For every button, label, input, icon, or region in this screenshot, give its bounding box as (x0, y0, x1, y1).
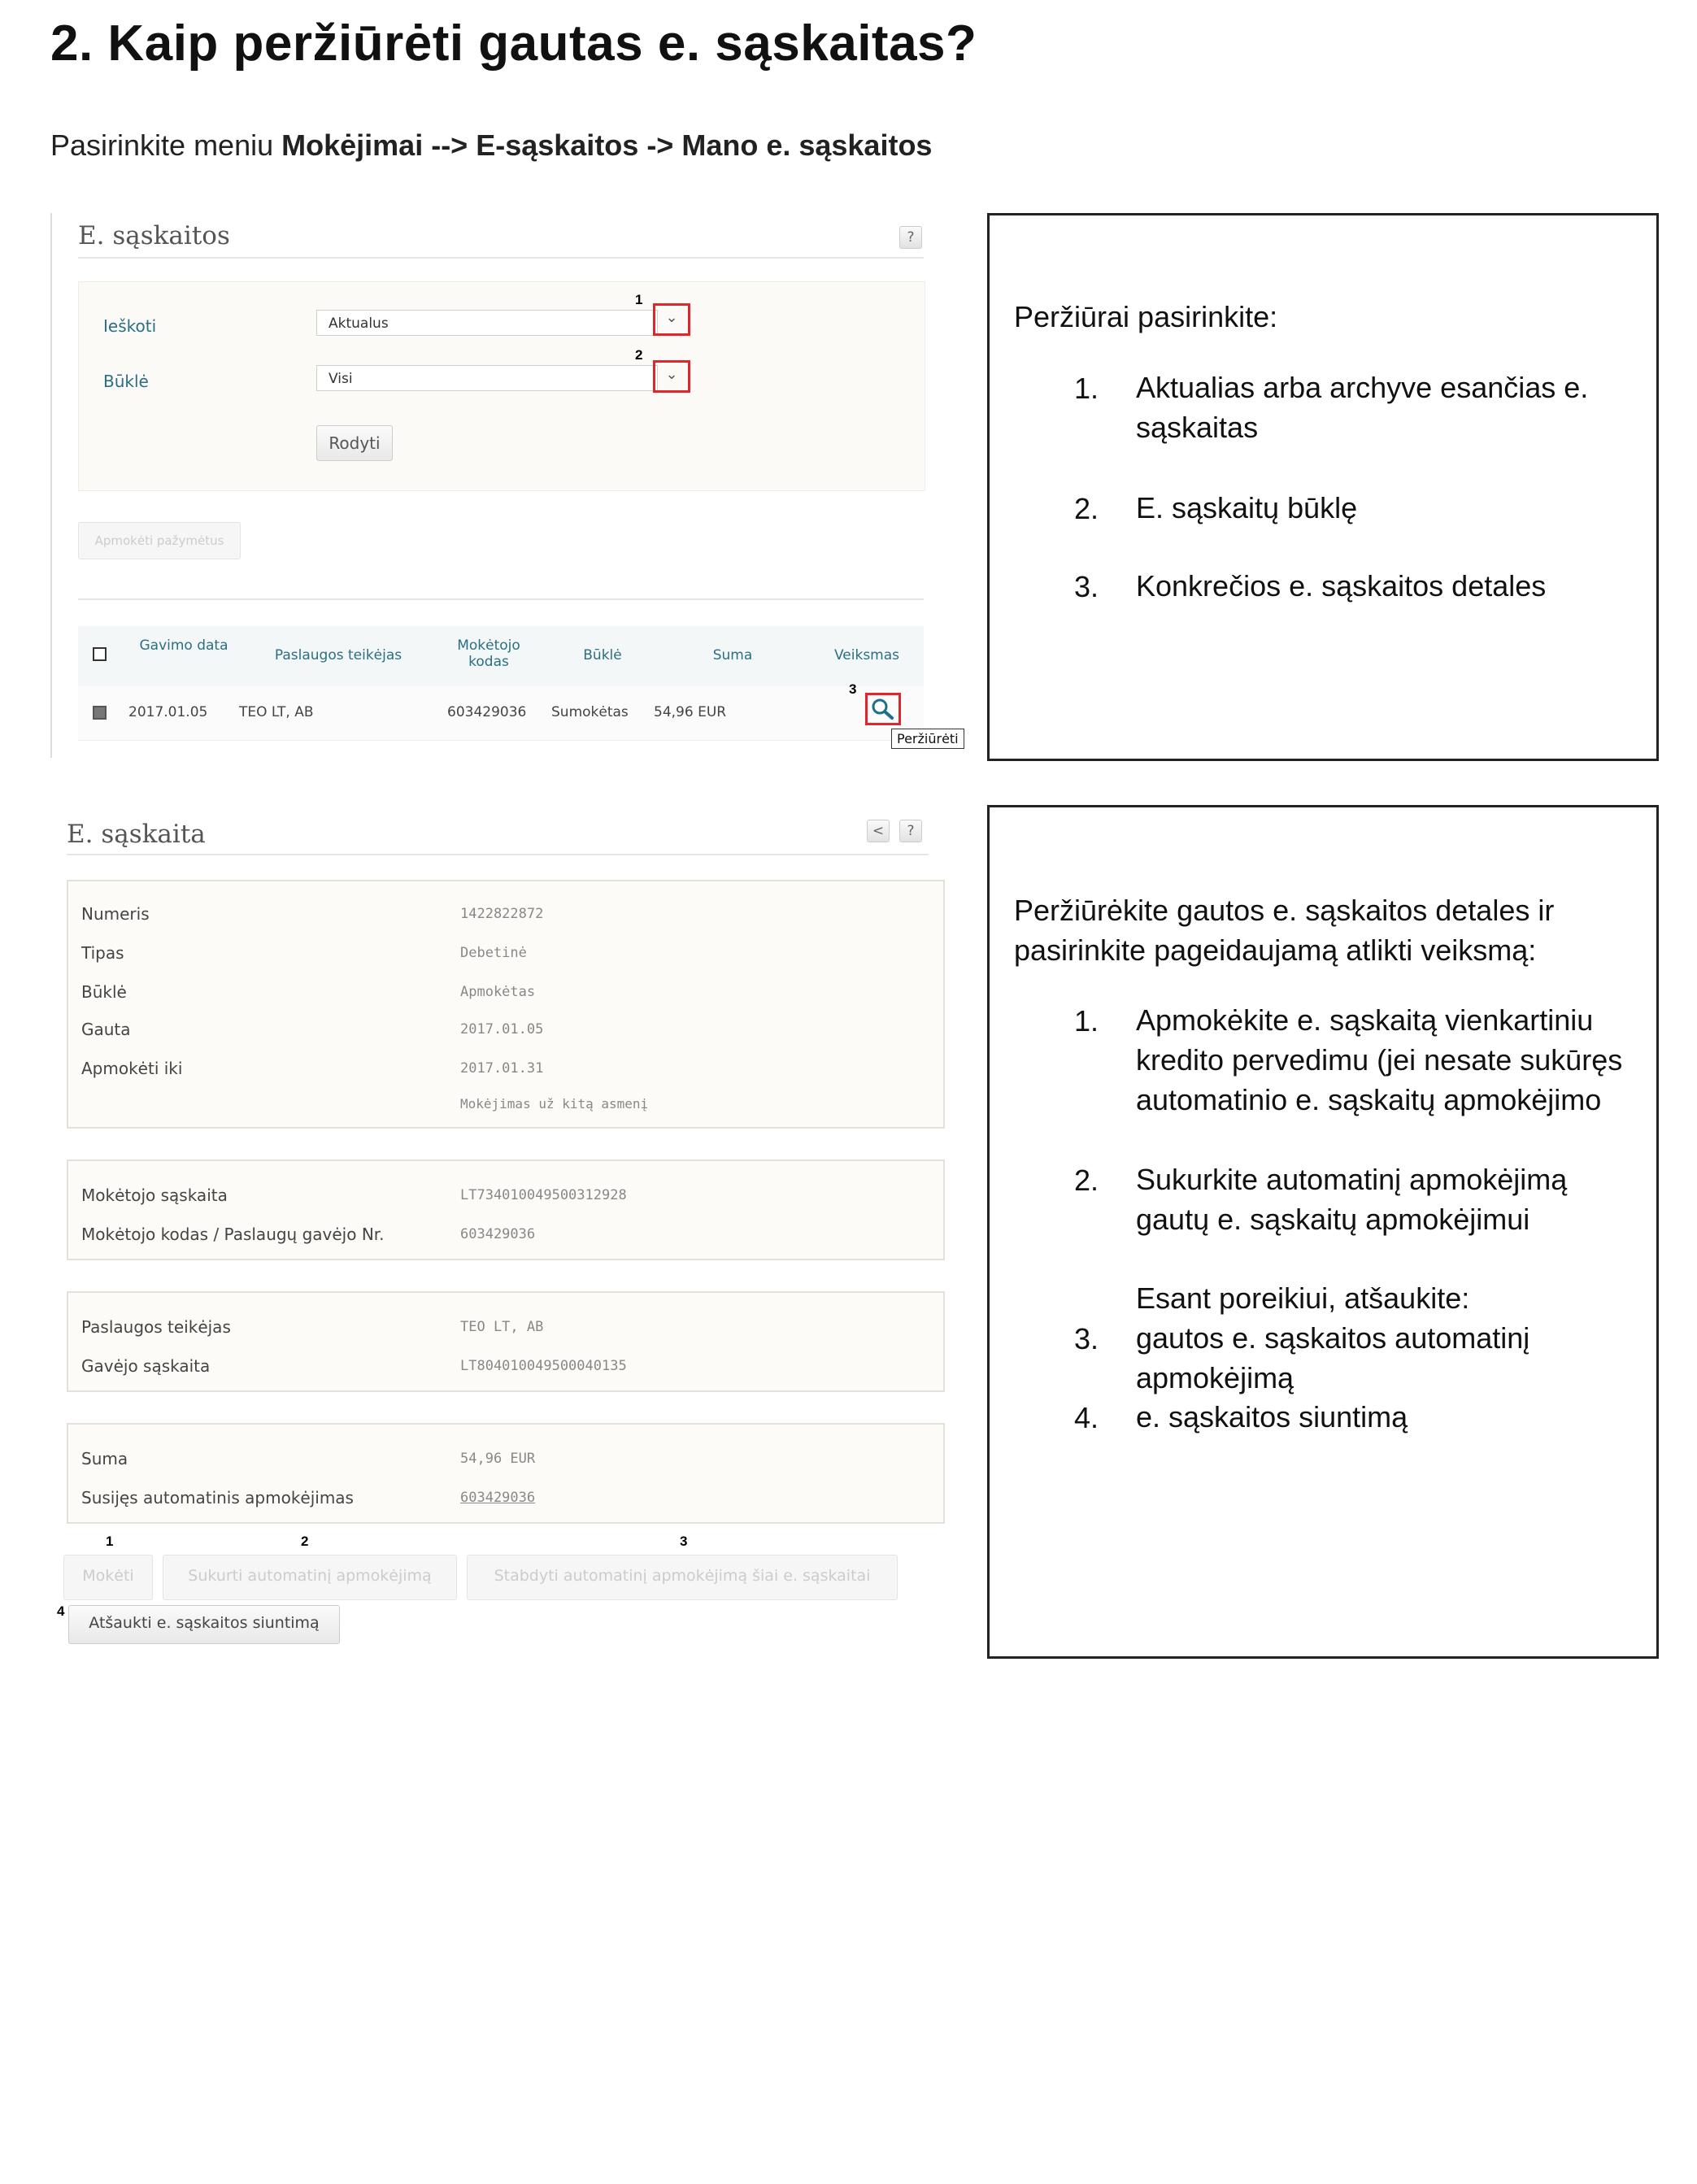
invoice-info-card (67, 880, 945, 1129)
note1-item-1-number: 1. (1074, 372, 1099, 405)
marker-3: 3 (680, 1534, 688, 1549)
row-date: 2017.01.05 (128, 704, 208, 720)
col-status[interactable]: Būklė (583, 647, 622, 663)
col-payer-code[interactable]: Mokėtojo kodas (457, 637, 520, 670)
marker-4: 4 (57, 1603, 65, 1619)
amount-label: Suma (81, 1449, 128, 1468)
provider-label: Paslaugos teikėjas (81, 1317, 231, 1337)
amount-value: 54,96 EUR (460, 1451, 536, 1467)
pay-button[interactable]: Mokėti (63, 1555, 153, 1600)
note2-item-1-number: 1. (1074, 1004, 1099, 1038)
page-title: 2. Kaip peržiūrėti gautas e. sąskaitas? (50, 15, 977, 72)
help-button[interactable]: ? (899, 820, 922, 842)
filter-box (78, 281, 925, 491)
view-button[interactable] (865, 693, 901, 725)
payer-code-label: Mokėtojo kodas / Paslaugų gavėjo Nr. (81, 1225, 385, 1244)
e-invoices-list-screenshot (50, 213, 959, 758)
row-amount: 54,96 EUR (654, 704, 727, 720)
marker-1: 1 (635, 292, 643, 307)
payer-account-value: LT734010049500312928 (460, 1187, 627, 1203)
show-button[interactable]: Rodyti (316, 425, 393, 461)
field-received-label: Gauta (81, 1020, 131, 1039)
field-status-value: Apmokėtas (460, 984, 536, 1000)
section-divider (78, 598, 924, 600)
field-received-value: 2017.01.05 (460, 1021, 544, 1038)
provider-card (67, 1291, 945, 1392)
recipient-account-value: LT804010049500040135 (460, 1358, 627, 1374)
intro-text (50, 128, 932, 163)
linked-auto-payment-label: Susijęs automatinis apmokėjimas (81, 1488, 354, 1507)
marker-3: 3 (849, 681, 857, 697)
col-amount[interactable]: Suma (712, 647, 753, 663)
payment-for-other-person: Mokėjimas už kitą asmenį (460, 1096, 649, 1112)
provider-value: TEO LT, AB (460, 1319, 544, 1335)
note2-item-3: gautos e. sąskaitos automatinį apmokėjimą (1136, 1321, 1530, 1394)
field-type-label: Tipas (81, 943, 124, 963)
intro-prefix: Pasirinkite meniu (50, 128, 274, 162)
note-box-2 (987, 805, 1659, 1659)
note2-item-4: e. sąskaitos siuntimą (1136, 1400, 1408, 1434)
note1-item-2: E. sąskaitų būklę (1136, 491, 1358, 524)
search-select[interactable]: Aktualus (316, 310, 658, 336)
row-status: Sumokėtas (551, 704, 629, 720)
note1-lead: Peržiūrai pasirinkite: (1014, 300, 1278, 333)
col-provider[interactable]: Paslaugos teikėjas (274, 647, 402, 663)
note1-item-3-number: 3. (1074, 570, 1099, 603)
amount-card (67, 1423, 945, 1524)
field-type-value: Debetinė (460, 945, 527, 961)
search-dropdown-chevron-icon[interactable]: ⌄ (653, 303, 690, 336)
help-button[interactable]: ? (899, 226, 922, 249)
note2-item-2: Sukurkite automatinį apmokėjimą gautų e. sąskaitų apmokėjimui (1136, 1163, 1568, 1236)
note2-item-1: Apmokėkite e. sąskaitą vienkartiniu kredito pervedimu (jei nesate sukūręs automatinio e. sąskaitų apmokėjimo (1136, 1003, 1623, 1116)
note2-item-2-number: 2. (1074, 1164, 1099, 1197)
status-label: Būklė (103, 372, 149, 391)
payer-card (67, 1159, 945, 1260)
field-due-value: 2017.01.31 (460, 1060, 544, 1077)
field-number-label: Numeris (81, 904, 150, 924)
field-due-label: Apmokėti iki (81, 1059, 183, 1078)
row-provider: TEO LT, AB (239, 704, 314, 720)
note1-item-1: Aktualias arba archyve esančias e. sąskaitas (1136, 371, 1589, 444)
marker-2: 2 (635, 347, 643, 363)
row-payer-code: 603429036 (447, 704, 527, 720)
title-divider (78, 257, 924, 259)
detail-panel-title: E. sąskaita (67, 820, 206, 849)
select-all-checkbox[interactable] (93, 647, 107, 661)
note2-lead: Peržiūrėkite gautos e. sąskaitos detales ir pasirinkite pageidaujamą atlikti veiksmą: (1014, 894, 1555, 967)
cancel-sending-button[interactable]: Atšaukti e. sąskaitos siuntimą (68, 1605, 340, 1644)
status-dropdown-chevron-icon[interactable]: ⌄ (653, 360, 690, 393)
note2-item-3-number: 3. (1074, 1322, 1099, 1355)
table-header (78, 626, 924, 686)
note-box-1 (987, 213, 1659, 761)
title-divider (67, 854, 929, 855)
status-select[interactable]: Visi (316, 365, 658, 391)
e-invoice-detail-screenshot (50, 805, 945, 1667)
col-action: Veiksmas (833, 647, 900, 663)
col-received-date[interactable]: Gavimo data (139, 637, 228, 654)
view-tooltip: Peržiūrėti (891, 729, 964, 749)
field-number-value: 1422822872 (460, 906, 544, 922)
back-button[interactable]: < (867, 820, 890, 842)
linked-auto-payment-link[interactable]: 603429036 (460, 1490, 536, 1506)
payer-code-value: 603429036 (460, 1226, 536, 1242)
menu-path: Mokėjimai --> E-sąskaitos -> Mano e. sąskaitos (281, 128, 933, 162)
field-status-label: Būklė (81, 982, 127, 1002)
note2-sub-lead: Esant poreikiui, atšaukite: (1136, 1281, 1470, 1315)
payer-account-label: Mokėtojo sąskaita (81, 1186, 228, 1205)
row-checkbox[interactable] (93, 706, 107, 720)
search-label: Ieškoti (103, 316, 157, 336)
note1-item-2-number: 2. (1074, 492, 1099, 525)
stop-auto-payment-button[interactable]: Stabdyti automatinį apmokėjimą šiai e. sąskaitai (467, 1555, 898, 1600)
pay-selected-button[interactable]: Apmokėti pažymėtus (78, 522, 241, 559)
marker-2: 2 (301, 1534, 309, 1549)
create-auto-payment-button[interactable]: Sukurti automatinį apmokėjimą (163, 1555, 457, 1600)
note2-item-4-number: 4. (1074, 1401, 1099, 1434)
note1-item-3: Konkrečios e. sąskaitos detales (1136, 569, 1547, 603)
marker-1: 1 (106, 1534, 114, 1549)
magnifier-icon (868, 695, 899, 723)
recipient-account-label: Gavėjo sąskaita (81, 1356, 211, 1376)
list-panel-title: E. sąskaitos (78, 221, 230, 250)
table-row (78, 681, 959, 746)
